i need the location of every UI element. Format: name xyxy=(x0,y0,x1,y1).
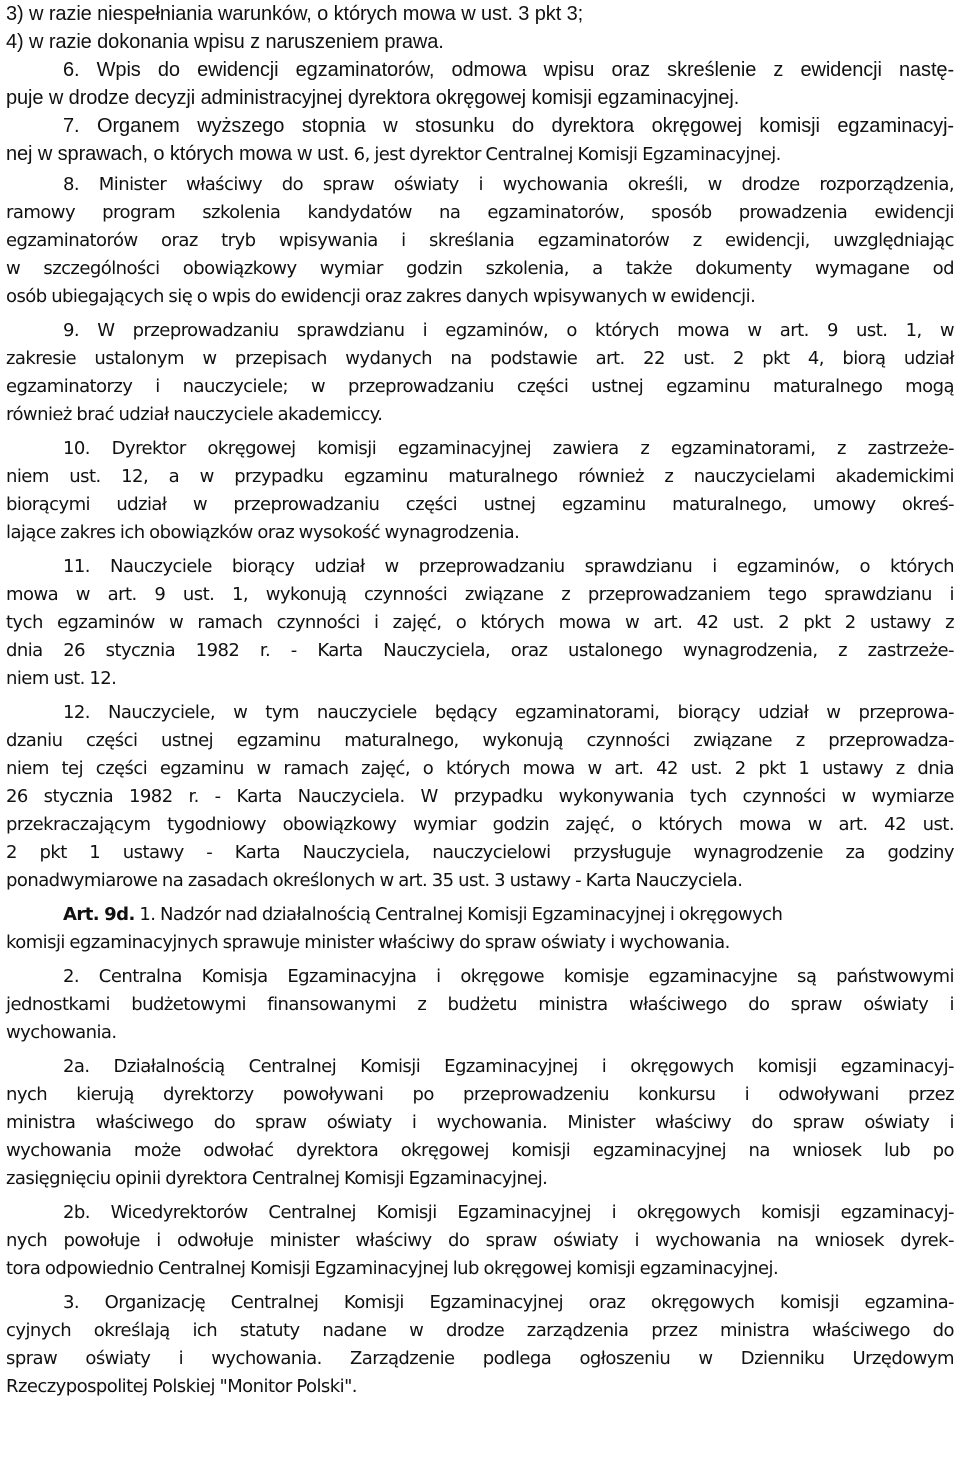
paragraph-line: komisji egzaminacyjnych sprawuje minister właściwy do spraw oświaty i wychowania. xyxy=(6,932,730,953)
article-9d-paragraph-1 xyxy=(6,901,954,957)
article-9d-paragraph-2a xyxy=(6,1053,954,1193)
paragraph-line: 11. Nauczyciele biorący udział w przeprowadzaniu sprawdzianu i egzaminów, o których xyxy=(63,556,954,577)
article-9d-paragraph-3 xyxy=(6,1289,954,1401)
paragraph-line: 2a. Działalnością Centralnej Komisji Egzaminacyjnej i okręgowych komisji egzaminacyj- xyxy=(63,1056,954,1077)
paragraph-line xyxy=(6,901,954,929)
paragraph-line: 8. Minister właściwy do spraw oświaty i wychowania określi, w drodze rozporządzenia, xyxy=(63,174,954,195)
list-item-3-text: 3) w razie niespełniania warunków, o których mowa w ust. 3 pkt 3; xyxy=(6,3,584,25)
paragraph-line-part: nej w sprawach, o których mowa w ust. xyxy=(6,143,350,165)
paragraph-line: 6. Wpis do ewidencji egzaminatorów, odmowa wpisu oraz skreślenie z ewidencji nastę- xyxy=(63,59,954,81)
paragraph-line: tora odpowiednio Centralnej Komisji Egzaminacyjnej lub okręgowej komisji egzaminacyjnej. xyxy=(6,1258,779,1279)
list-item-4-text: 4) w razie dokonania wpisu z naruszeniem prawa. xyxy=(6,31,444,53)
paragraph-line: mowa w art. 9 ust. 1, wykonują czynności związane z przeprowadzaniem tego sprawdzianu i xyxy=(6,584,954,605)
paragraph-line: egzaminatorów oraz tryb wpisywania i skreślania egzaminatorów z ewidencji, uwzględniając xyxy=(6,230,954,251)
paragraph-line-part: 1. Nadzór nad działalnością Centralnej Komisji Egzaminacyjnej i okręgowych xyxy=(134,904,783,925)
paragraph-12 xyxy=(6,699,954,895)
paragraph-line: nych powołuje i odwołuje minister właściwy do spraw oświaty i wychowania na wniosek dyrek- xyxy=(6,1230,954,1251)
paragraph-line: egzaminatorzy i nauczyciele; w przeprowadzaniu części ustnej egzaminu maturalnego mogą xyxy=(6,376,954,397)
paragraph-line: przekraczającym tygodniowy obowiązkowy wymiar godzin zajęć, o których mowa w art. 42 ust. xyxy=(6,814,954,835)
article-9d-paragraph-2 xyxy=(6,963,954,1047)
paragraph-line xyxy=(6,140,954,168)
paragraph-line: puje w drodze decyzji administracyjnej dyrektora okręgowej komisji egzaminacyjnej. xyxy=(6,87,740,109)
paragraph-line: 7. Organem wyższego stopnia w stosunku do dyrektora okręgowej komisji egzaminacyj- xyxy=(63,115,954,137)
paragraph-line: dnia 26 stycznia 1982 r. - Karta Nauczyciela, oraz ustalonego wynagrodzenia, z zastrzeże- xyxy=(6,640,954,661)
paragraph-8 xyxy=(6,171,954,311)
paragraph-line: 2. Centralna Komisja Egzaminacyjna i okręgowe komisje egzaminacyjne są państwowymi xyxy=(63,966,954,987)
paragraph-line: dzaniu części ustnej egzaminu maturalnego, wykonują czynności związane z przeprowadza- xyxy=(6,730,954,751)
paragraph-line: wychowania może odwołać dyrektora okręgowej komisji egzaminacyjnej na wniosek lub po xyxy=(6,1140,954,1161)
paragraph-line: spraw oświaty i wychowania. Zarządzenie podlega ogłoszeniu w Dzienniku Urzędowym xyxy=(6,1348,954,1369)
paragraph-line: 2 pkt 1 ustawy - Karta Nauczyciela, nauczycielowi przysługuje wynagrodzenie za godziny xyxy=(6,842,954,863)
paragraph-line: niem ust. 12. xyxy=(6,668,117,689)
paragraph-line: 3. Organizację Centralnej Komisji Egzaminacyjnej oraz okręgowych komisji egzamina- xyxy=(63,1292,954,1313)
article-9d-paragraph-2b xyxy=(6,1199,954,1283)
paragraph-line: lające zakres ich obowiązków oraz wysokość wynagrodzenia. xyxy=(6,522,520,543)
paragraph-11 xyxy=(6,553,954,693)
paragraph-line: Rzeczypospolitej Polskiej "Monitor Polski". xyxy=(6,1376,357,1397)
paragraph-line: ministra właściwego do spraw oświaty i wychowania. Minister właściwy do spraw oświaty i xyxy=(6,1112,954,1133)
paragraph-line: zasięgnięciu opinii dyrektora Centralnej Komisji Egzaminacyjnej. xyxy=(6,1168,548,1189)
article-heading: Art. 9d. xyxy=(63,904,135,925)
paragraph-line: nych kierują dyrektorzy powoływani po przeprowadzeniu konkursu i odwoływani przez xyxy=(6,1084,954,1105)
paragraph-line: biorącymi udział w przeprowadzaniu części ustnej egzaminu maturalnego, umowy okreś- xyxy=(6,494,954,515)
paragraph-line: 12. Nauczyciele, w tym nauczyciele będący egzaminatorami, biorący udział w przeprowa- xyxy=(63,702,954,723)
paragraph-line: w szczególności obowiązkowy wymiar godzin szkolenia, a także dokumenty wymagane od xyxy=(6,258,954,279)
paragraph-line: zakresie ustalonym w przepisach wydanych na podstawie art. 22 ust. 2 pkt 4, biorą udział xyxy=(6,348,954,369)
paragraph-line: jednostkami budżetowymi finansowanymi z budżetu ministra właściwego do spraw oświaty i xyxy=(6,994,954,1015)
paragraph-line: cyjnych określają ich statuty nadane w drodze zarządzenia przez ministra właściwego do xyxy=(6,1320,954,1341)
paragraph-line: osób ubiegających się o wpis do ewidencji oraz zakres danych wpisywanych w ewidencji. xyxy=(6,286,756,307)
paragraph-6 xyxy=(6,56,954,112)
list-item xyxy=(6,0,954,56)
paragraph-line: również brać udział nauczyciele akademiccy. xyxy=(6,404,383,425)
paragraph-line-part: 6, jest dyrektor Centralnej Komisji Egzaminacyjnej. xyxy=(349,144,781,165)
paragraph-line: ramowy program szkolenia kandydatów na egzaminatorów, sposób prowadzenia ewidencji xyxy=(6,202,954,223)
paragraph-7 xyxy=(6,112,954,168)
paragraph-line: ponadwymiarowe na zasadach określonych w art. 35 ust. 3 ustawy - Karta Nauczyciela. xyxy=(6,870,743,891)
paragraph-line: tych egzaminów w ramach czynności i zajęć, o których mowa w art. 42 ust. 2 pkt 2 ustawy z xyxy=(6,612,954,633)
paragraph-line: wychowania. xyxy=(6,1022,117,1043)
paragraph-line: 9. W przeprowadzaniu sprawdzianu i egzaminów, o których mowa w art. 9 ust. 1, w xyxy=(63,320,954,341)
paragraph-line: niem ust. 12, a w przypadku egzaminu maturalnego również z nauczycielami akademickimi xyxy=(6,466,954,487)
paragraph-line: niem tej części egzaminu w ramach zajęć, o których mowa w art. 42 ust. 2 pkt 1 ustawy z dnia xyxy=(6,758,954,779)
paragraph-9 xyxy=(6,317,954,429)
paragraph-line: 10. Dyrektor okręgowej komisji egzaminacyjnej zawiera z egzaminatorami, z zastrzeże- xyxy=(63,438,954,459)
paragraph-10 xyxy=(6,435,954,547)
paragraph-line: 26 stycznia 1982 r. - Karta Nauczyciela. W przypadku wykonywania tych czynności w wymiarze xyxy=(6,786,954,807)
paragraph-line: 2b. Wicedyrektorów Centralnej Komisji Egzaminacyjnej i okręgowych komisji egzaminacyj- xyxy=(63,1202,954,1223)
